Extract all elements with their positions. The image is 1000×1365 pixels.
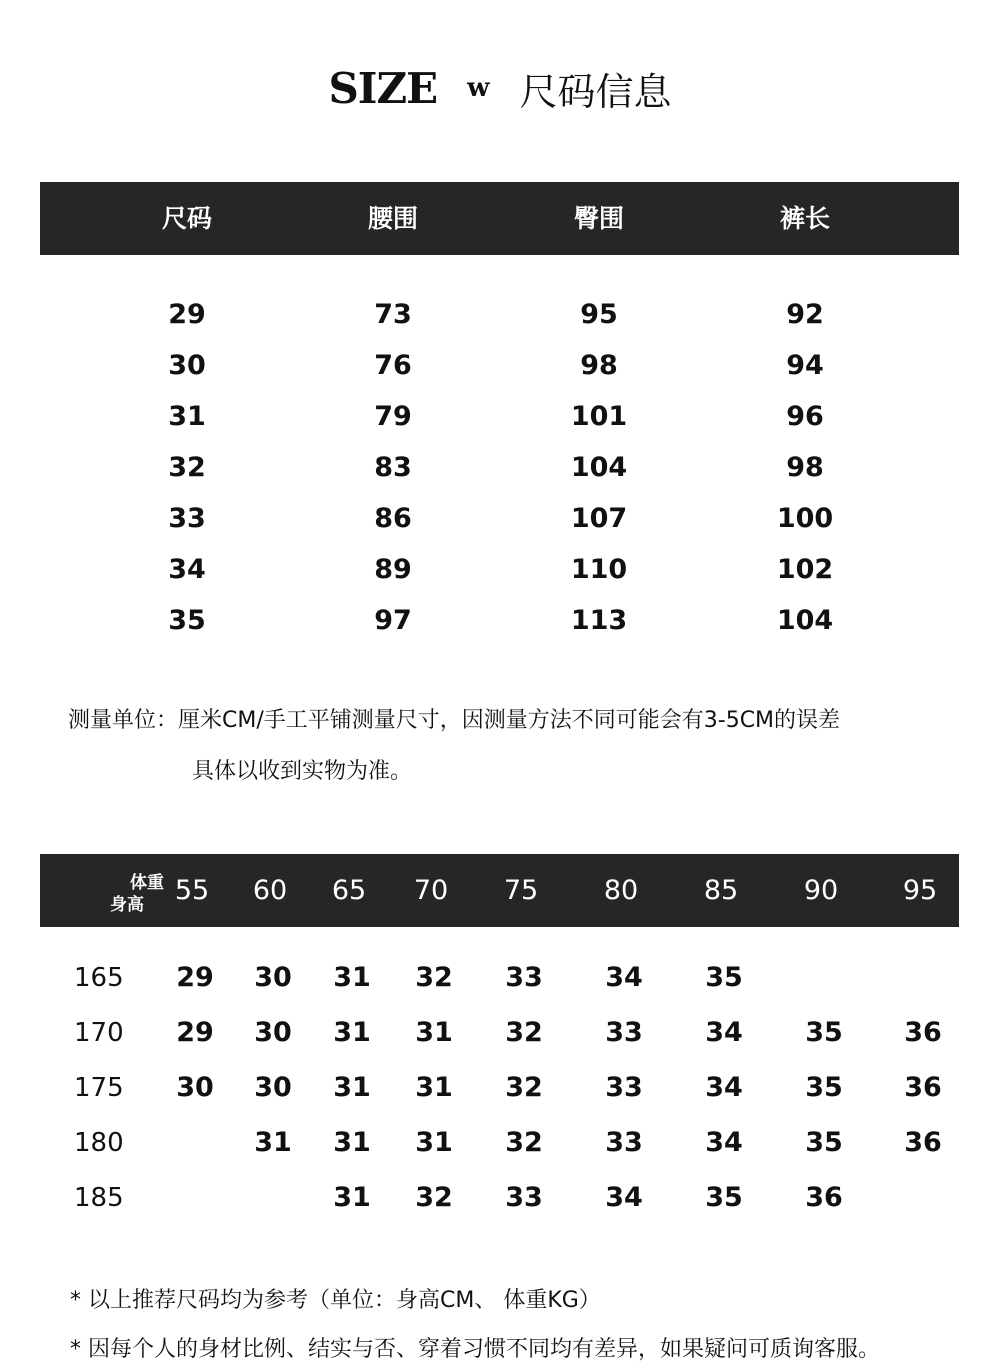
table-cell: 31 bbox=[333, 1182, 371, 1213]
table-cell: 34 bbox=[605, 1182, 643, 1213]
weight-header: 75 bbox=[503, 875, 539, 906]
table-cell: 32 bbox=[415, 1182, 453, 1213]
table-cell: 76 bbox=[374, 350, 412, 381]
table-cell: 36 bbox=[904, 1017, 942, 1048]
table-cell: 97 bbox=[374, 605, 412, 636]
weight-header: 80 bbox=[603, 875, 639, 906]
page-title bbox=[0, 58, 1000, 118]
table-cell: 31 bbox=[168, 401, 206, 432]
table-cell: 34 bbox=[705, 1017, 743, 1048]
table-row bbox=[0, 1178, 1000, 1218]
table-cell: 29 bbox=[168, 299, 206, 330]
table-cell: 30 bbox=[254, 1072, 292, 1103]
table-row bbox=[0, 1068, 1000, 1108]
corner-height-label: 身高 bbox=[110, 895, 144, 915]
table-row bbox=[0, 601, 1000, 641]
weight-header: 85 bbox=[703, 875, 739, 906]
height-label: 185 bbox=[74, 1183, 124, 1213]
table-cell: 35 bbox=[805, 1017, 843, 1048]
table-row bbox=[0, 499, 1000, 539]
weight-header: 90 bbox=[803, 875, 839, 906]
height-label: 175 bbox=[74, 1073, 124, 1103]
table-cell: 35 bbox=[705, 1182, 743, 1213]
table-cell: 98 bbox=[580, 350, 618, 381]
table-cell: 110 bbox=[570, 554, 628, 585]
table-cell: 29 bbox=[176, 1017, 214, 1048]
corner-weight-label: 体重 bbox=[130, 873, 164, 893]
recommend-table-header bbox=[40, 854, 959, 927]
title-english: SIZE bbox=[328, 63, 438, 113]
table-cell: 34 bbox=[705, 1127, 743, 1158]
table-cell: 96 bbox=[786, 401, 824, 432]
height-label: 170 bbox=[74, 1018, 124, 1048]
table-row bbox=[0, 397, 1000, 437]
table-cell: 33 bbox=[505, 1182, 543, 1213]
table-cell: 73 bbox=[374, 299, 412, 330]
table-cell: 31 bbox=[333, 1127, 371, 1158]
table-row bbox=[0, 1123, 1000, 1163]
table-cell: 30 bbox=[176, 1072, 214, 1103]
header-hip: 臀围 bbox=[573, 204, 624, 233]
measure-note-line2: 具体以收到实物为准。 bbox=[192, 759, 413, 784]
table-cell: 79 bbox=[374, 401, 412, 432]
table-cell: 32 bbox=[505, 1017, 543, 1048]
table-cell: 32 bbox=[415, 962, 453, 993]
height-label: 180 bbox=[74, 1128, 124, 1158]
weight-header: 55 bbox=[174, 875, 210, 906]
title-chinese: 尺码信息 bbox=[519, 69, 672, 114]
table-cell: 33 bbox=[605, 1127, 643, 1158]
table-cell: 33 bbox=[605, 1017, 643, 1048]
header-size: 尺码 bbox=[161, 204, 212, 233]
table-cell: 33 bbox=[168, 503, 206, 534]
table-cell: 34 bbox=[705, 1072, 743, 1103]
table-cell: 102 bbox=[776, 554, 834, 585]
weight-header: 65 bbox=[331, 875, 367, 906]
table-cell: 104 bbox=[570, 452, 628, 483]
table-cell: 31 bbox=[254, 1127, 292, 1158]
table-cell: 36 bbox=[904, 1072, 942, 1103]
table-cell: 29 bbox=[176, 962, 214, 993]
table-row bbox=[0, 346, 1000, 386]
header-waist: 腰围 bbox=[367, 204, 418, 233]
table-row bbox=[0, 448, 1000, 488]
table-cell: 92 bbox=[786, 299, 824, 330]
table-cell: 32 bbox=[168, 452, 206, 483]
table-cell: 31 bbox=[333, 1072, 371, 1103]
table-cell: 30 bbox=[168, 350, 206, 381]
table-cell: 34 bbox=[168, 554, 206, 585]
weight-header: 95 bbox=[902, 875, 938, 906]
table-cell: 31 bbox=[415, 1017, 453, 1048]
table-cell: 94 bbox=[786, 350, 824, 381]
table-cell: 89 bbox=[374, 554, 412, 585]
title-mark: w bbox=[467, 73, 490, 103]
table-cell: 31 bbox=[415, 1127, 453, 1158]
weight-header: 70 bbox=[413, 875, 449, 906]
table-cell: 104 bbox=[776, 605, 834, 636]
table-cell: 100 bbox=[776, 503, 834, 534]
footnote-reference: * 以上推荐尺码均为参考（单位：身高CM、 体重KG） bbox=[70, 1288, 601, 1313]
table-cell: 36 bbox=[904, 1127, 942, 1158]
header-length: 裤长 bbox=[779, 204, 830, 233]
table-cell: 32 bbox=[505, 1072, 543, 1103]
table-cell: 31 bbox=[415, 1072, 453, 1103]
table-cell: 33 bbox=[505, 962, 543, 993]
table-cell: 30 bbox=[254, 962, 292, 993]
table-cell: 107 bbox=[570, 503, 628, 534]
table-cell: 30 bbox=[254, 1017, 292, 1048]
table-cell: 35 bbox=[805, 1127, 843, 1158]
table-row bbox=[0, 1013, 1000, 1053]
footnote-variation: * 因每个人的身材比例、结实与否、穿着习惯不同均有差异，如果疑问可质询客服。 bbox=[70, 1337, 880, 1362]
table-row bbox=[0, 958, 1000, 998]
measure-note-line1: 测量单位：厘米CM/手工平铺测量尺寸，因测量方法不同可能会有3-5CM的误差 bbox=[68, 708, 841, 733]
table-cell: 31 bbox=[333, 962, 371, 993]
table-cell: 98 bbox=[786, 452, 824, 483]
size-table-header bbox=[40, 182, 959, 255]
table-cell: 36 bbox=[805, 1182, 843, 1213]
height-label: 165 bbox=[74, 963, 124, 993]
table-cell: 101 bbox=[570, 401, 628, 432]
table-cell: 33 bbox=[605, 1072, 643, 1103]
weight-header: 60 bbox=[252, 875, 288, 906]
table-row bbox=[0, 550, 1000, 590]
table-cell: 35 bbox=[705, 962, 743, 993]
table-cell: 83 bbox=[374, 452, 412, 483]
table-cell: 113 bbox=[570, 605, 628, 636]
table-cell: 31 bbox=[333, 1017, 371, 1048]
table-row bbox=[0, 295, 1000, 335]
table-cell: 86 bbox=[374, 503, 412, 534]
table-cell: 34 bbox=[605, 962, 643, 993]
table-cell: 35 bbox=[168, 605, 206, 636]
table-cell: 35 bbox=[805, 1072, 843, 1103]
table-cell: 32 bbox=[505, 1127, 543, 1158]
table-cell: 95 bbox=[580, 299, 618, 330]
